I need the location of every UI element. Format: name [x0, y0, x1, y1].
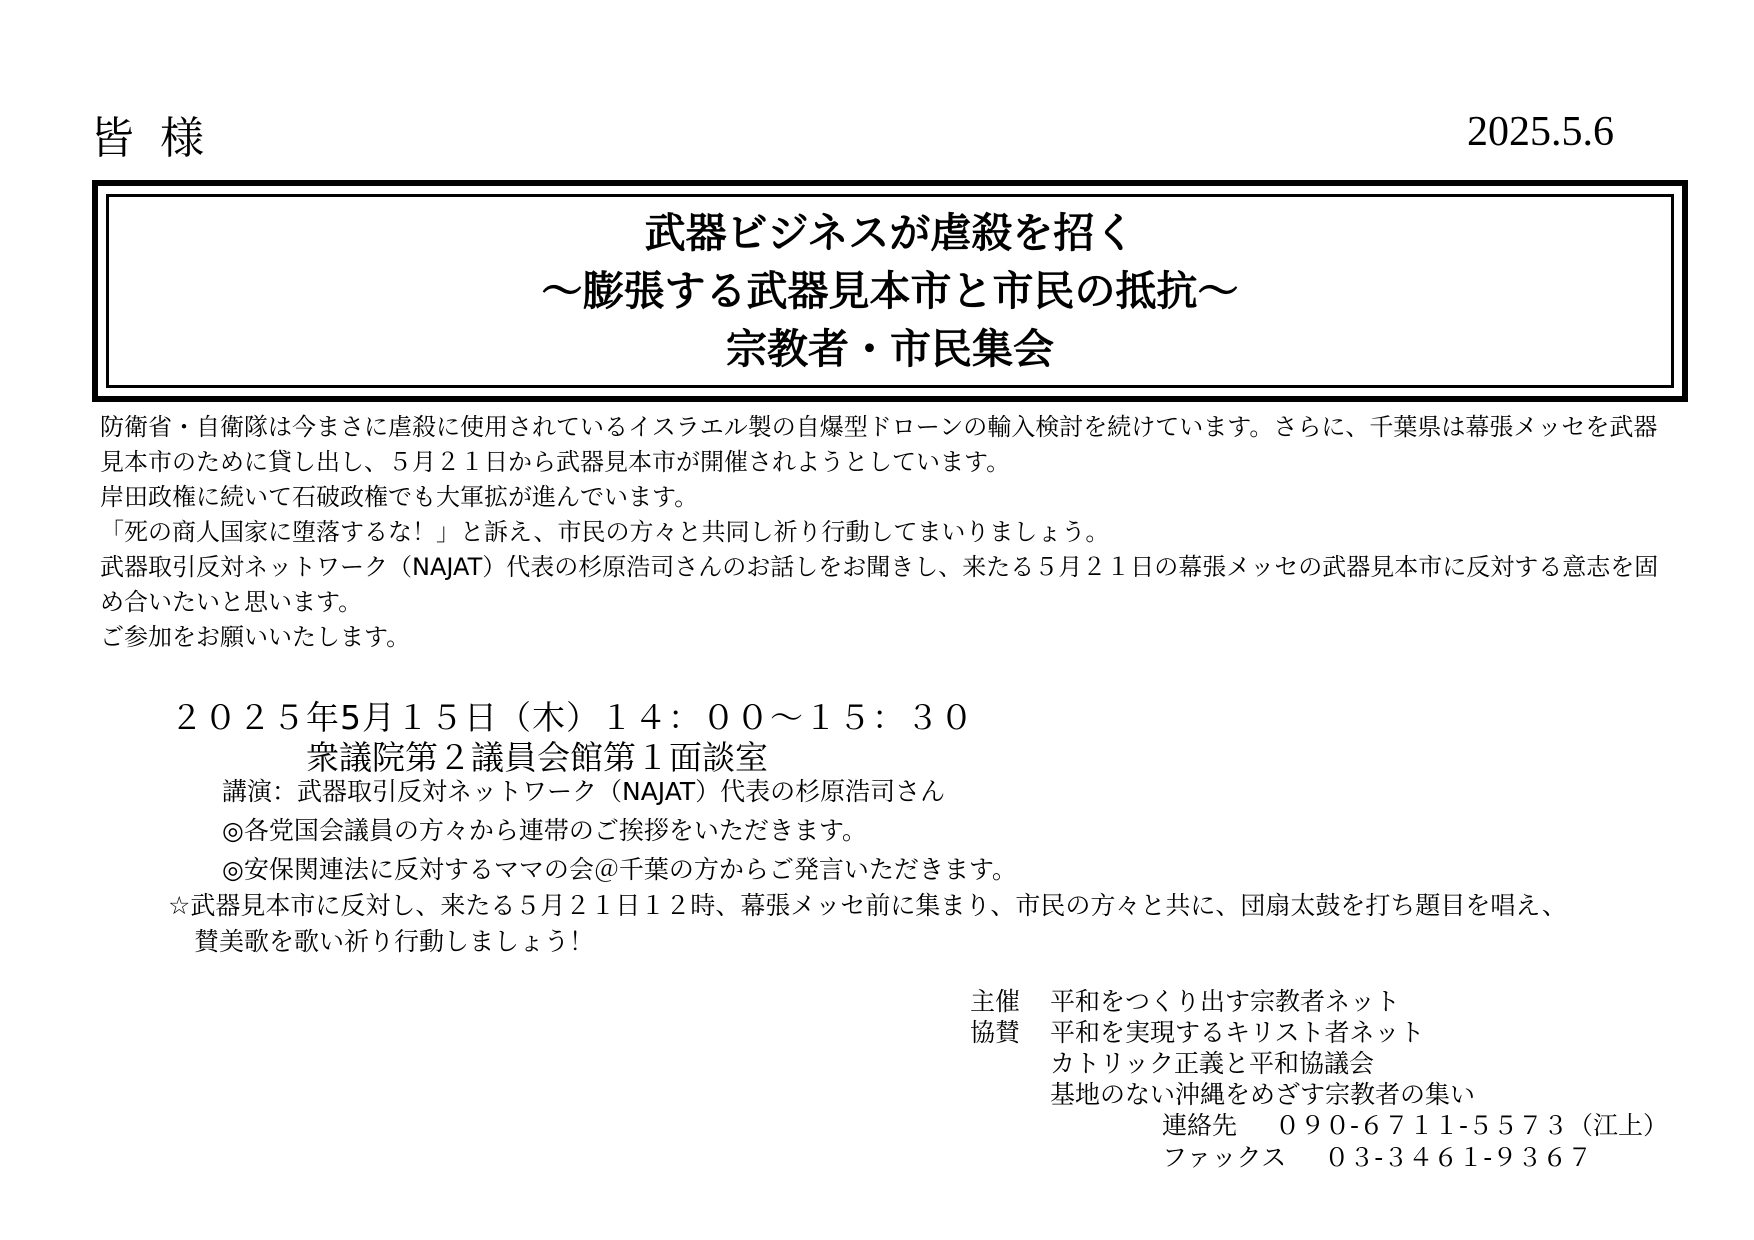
organizer-row	[970, 986, 1475, 1017]
event-greeting-2: ◎安保関連法に反対するママの会＠千葉の方からご発言いただきます。	[222, 855, 1017, 884]
title-frame-inner	[106, 194, 1674, 388]
cosponsor-row	[970, 1048, 1475, 1079]
body-text	[100, 410, 1680, 655]
fax-number: ０３-３４６１-９３６７	[1324, 1143, 1593, 1172]
title-line-3: 宗教者・市民集会	[726, 325, 1054, 373]
fax-row	[1162, 1142, 1668, 1174]
body-paragraph-5: ご参加をお願いいたします。	[100, 623, 411, 651]
organizer-label: 主催	[970, 987, 1021, 1016]
body-paragraph-2: 岸田政権に続いて石破政権でも大軍拡が進んでいます。	[100, 483, 699, 511]
action-line-1: ☆武器見本市に反対し、来たる５月２１日１２時、幕張メッセ前に集まり、市民の方々と共に、団扇太鼓を打ち題目を唱え、	[168, 891, 1567, 920]
phone-number: ０９０-６７１１-５５７３（江上）	[1274, 1111, 1669, 1140]
title-frame	[92, 180, 1688, 402]
body-paragraph-4: 武器取引反対ネットワーク（NAJAT）代表の杉原浩司さんのお話しをお聞きし、来たる５月２１日の幕張メッセの武器見本市に反対する意志を固め合いたいと思います。	[100, 553, 1659, 616]
title-line-2: ～膨張する武器見本市と市民の抵抗～	[541, 267, 1239, 315]
cosponsor-row	[970, 1017, 1475, 1048]
sponsors-block	[970, 986, 1475, 1110]
fax-label: ファックス	[1162, 1143, 1287, 1172]
cosponsor-name: カトリック正義と平和協議会	[1050, 1049, 1375, 1078]
cosponsor-label: 協賛	[970, 1018, 1021, 1047]
phone-row	[1162, 1110, 1668, 1142]
title-line-1: 武器ビジネスが虐殺を招く	[644, 209, 1136, 257]
event-datetime: ２０２５年5月１５日（木）１４：００～１５：３０	[170, 698, 974, 737]
organizer-name: 平和をつくり出す宗教者ネット	[1050, 987, 1401, 1016]
contact-block	[1162, 1110, 1668, 1174]
body-paragraph-1: 防衛省・自衛隊は今まさに虐殺に使用されているイスラエル製の自爆型ドローンの輸入検討を続けています。さらに、千葉県は幕張メッセを武器見本市のために貸し出し、５月２１日から武器見本市が開催されようとしています。	[100, 413, 1658, 476]
cosponsor-name: 基地のない沖縄をめざす宗教者の集い	[1050, 1080, 1476, 1109]
event-speaker: 講演：武器取引反対ネットワーク（NAJAT）代表の杉原浩司さん	[222, 777, 946, 806]
event-greeting-1: ◎各党国会議員の方々から連帯のご挨拶をいただきます。	[222, 816, 867, 845]
action-line-2: 賛美歌を歌い祈り行動しましょう！	[194, 927, 595, 956]
document-date: 2025.5.6	[1467, 109, 1614, 155]
event-venue: 衆議院第２議員会館第１面談室	[306, 738, 768, 777]
cosponsor-row	[970, 1079, 1475, 1110]
phone-label: 連絡先	[1162, 1111, 1238, 1140]
greeting: 皆様	[90, 113, 230, 164]
cosponsor-name: 平和を実現するキリスト者ネット	[1050, 1018, 1425, 1047]
action-call	[168, 888, 1688, 960]
body-paragraph-3: 「死の商人国家に堕落するな！」と訴え、市民の方々と共同し祈り行動してまいりましょう。	[100, 518, 1110, 546]
